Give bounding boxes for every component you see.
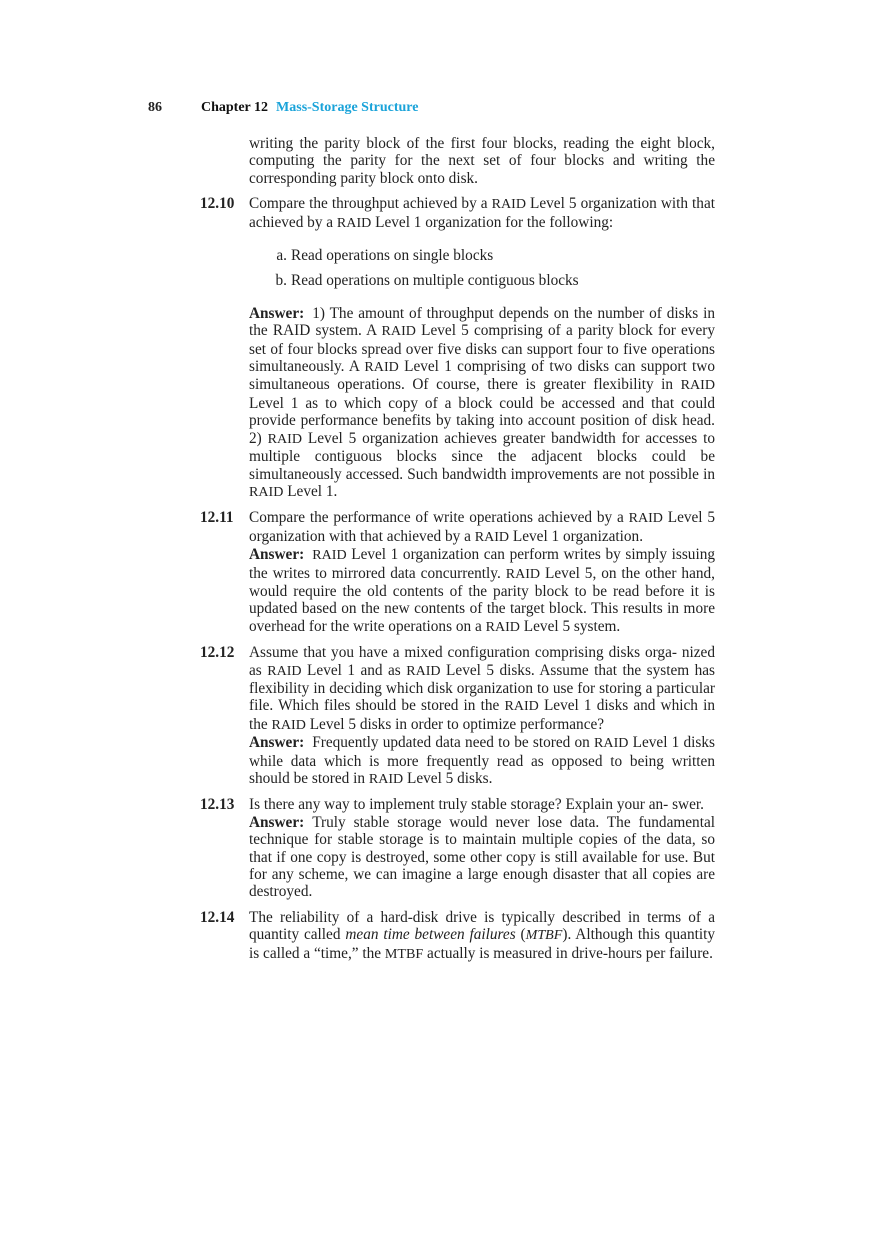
text-run: 1) The amount of throughput depends on the number of disks in the RAID system. A — [249, 304, 715, 340]
text-run: Level 5 organization achieves greater bandwidth for accesses to multiple contiguous blocks since the adjacent blocks could be simultaneously accessed. Such bandwidth improvements are not possible in — [249, 429, 715, 483]
raid-term: RAID — [504, 698, 539, 715]
page-body — [200, 135, 715, 963]
exercise-number: 12.13 — [200, 796, 235, 814]
list-item-label: b. — [275, 272, 287, 290]
text-run: Level 1 organization. — [509, 527, 644, 545]
list-item-text: Read operations on multiple contiguous blocks — [291, 272, 579, 290]
raid-term: RAID — [267, 430, 303, 447]
text-run: actually is measured in drive-hours per failure. — [423, 944, 713, 962]
raid-term: RAID — [406, 662, 441, 679]
list-item-label: a. — [276, 247, 287, 265]
page-number: 86 — [148, 100, 162, 115]
text-run: Level 1 disks while data which is more frequently read as opposed to being written should be stored in — [249, 734, 715, 787]
mtbf-term: MTBF — [525, 927, 563, 944]
exercise-number: 12.14 — [200, 908, 235, 926]
text-run: Level 5 disks. Assume that the system has flexibility in deciding which disk organization to use for storing a particular file. Which files should be stored in the — [249, 661, 716, 715]
text-run: Level 1. — [283, 482, 338, 500]
text-run: Level 5 comprising of a parity block for every set of four blocks spread over five disks can support four to five operations simultaneously. A — [249, 322, 715, 376]
text-run: Level 5 system. — [519, 617, 621, 635]
text-run: The reliability of a hard-disk drive is typically described in terms of a quantity called — [249, 908, 715, 944]
exercise-number: 12.12 — [200, 644, 235, 662]
question-text — [200, 195, 715, 232]
text-run: Level 5 organization with that achieved by a — [249, 509, 716, 545]
text-run: Compare the throughput achieved by a — [249, 195, 492, 213]
chapter-title: Mass-Storage Structure — [276, 100, 419, 115]
answer-text — [200, 546, 715, 636]
raid-term: RAID — [336, 214, 372, 231]
text-run: Is there any way to implement truly stable storage? Explain your an- swer. — [249, 796, 704, 814]
list-item — [249, 272, 715, 289]
raid-term: RAID — [249, 483, 284, 500]
exercise-12-13 — [200, 796, 715, 900]
list-item-text: Read operations on single blocks — [291, 247, 494, 265]
question-text — [200, 644, 715, 734]
text-run: Truly stable storage would never lose data. The fundamental technique for stable storage is to maintain multiple copies of the data, so that if one copy is destroyed, some other copy is still available for use. But for any scheme, we can imagine a large enough disaster that all copies are destroyed. — [249, 813, 715, 901]
raid-term: RAID — [267, 662, 302, 679]
text-run: Level 5 disks. — [403, 770, 493, 787]
raid-term: RAID — [594, 735, 629, 752]
exercise-number: 12.11 — [200, 509, 234, 527]
text-run: Level 5, on the other hand, would require the old contents of the parity block to be read before it is updated based on the new contents of the target block. This results in more overhead for the write operations on a — [249, 564, 715, 635]
raid-term: RAID — [381, 323, 416, 340]
text-run: Level 1 organization can perform writes by simply issuing the writes to mirrored data concurrently. — [249, 546, 715, 582]
raid-term: RAID — [312, 547, 347, 564]
text-run: ( — [515, 926, 526, 944]
raid-term: RAID — [628, 510, 663, 527]
exercise-12-10 — [200, 195, 715, 501]
exercise-12-11 — [200, 509, 715, 636]
raid-term: RAID — [485, 618, 520, 635]
question-text — [200, 509, 715, 546]
page-header — [148, 100, 418, 116]
text-run: Frequently updated data need to be stored on — [312, 734, 595, 752]
answer-label: Answer: — [249, 546, 305, 564]
raid-term: RAID — [364, 359, 399, 376]
exercise-12-12 — [200, 644, 715, 788]
raid-term: RAID — [680, 377, 715, 394]
mtbf-term: MTBF — [384, 945, 424, 962]
raid-term: RAID — [474, 528, 510, 545]
italic-term: mean time between failures — [345, 926, 516, 944]
text-run: Level 5 organization with that achieved by a — [249, 195, 715, 231]
question-text — [200, 796, 715, 813]
question-text — [200, 909, 715, 963]
answer-label: Answer: — [249, 304, 305, 322]
answer-text — [200, 814, 715, 901]
continuation-paragraph: writing the parity block of the first four blocks, reading the eight block, computing the parity for the next set of four blocks and writing the corresponding parity block onto disk. — [249, 135, 715, 187]
text-run: Level 1 and as — [301, 661, 407, 679]
text-run: Level 1 disks and which in the — [249, 697, 715, 733]
raid-term: RAID — [271, 716, 306, 733]
answer-label: Answer: — [249, 813, 305, 831]
answer-text — [200, 734, 715, 788]
answer-label: Answer: — [249, 734, 305, 752]
raid-term: RAID — [505, 565, 541, 582]
text-run: Level 1 organization for the following: — [371, 213, 614, 231]
text-run: ). Although this quantity is called a “time,” the — [249, 926, 715, 962]
exercise-number: 12.10 — [200, 195, 235, 213]
raid-term: RAID — [491, 196, 526, 213]
sub-question-list — [249, 247, 715, 290]
raid-term: RAID — [368, 771, 404, 787]
text-run: Level 1 comprising of two disks can support two simultaneous operations. Of course, there is greater flexibility in — [249, 358, 715, 394]
list-item — [249, 247, 715, 264]
text-run: Compare the performance of write operations achieved by a — [249, 509, 629, 527]
text-run: Level 5 disks in order to optimize performance? — [305, 715, 605, 733]
text-run: Level 1 as to which copy of a block could be accessed and that could provide performance benefits by taking into account position of disk head. 2) — [249, 394, 715, 447]
text-run: Assume that you have a mixed configuration comprising disks orga- nized as — [249, 644, 715, 679]
answer-text — [200, 305, 715, 501]
exercise-12-14 — [200, 909, 715, 963]
chapter-label: Chapter 12 — [201, 100, 269, 115]
